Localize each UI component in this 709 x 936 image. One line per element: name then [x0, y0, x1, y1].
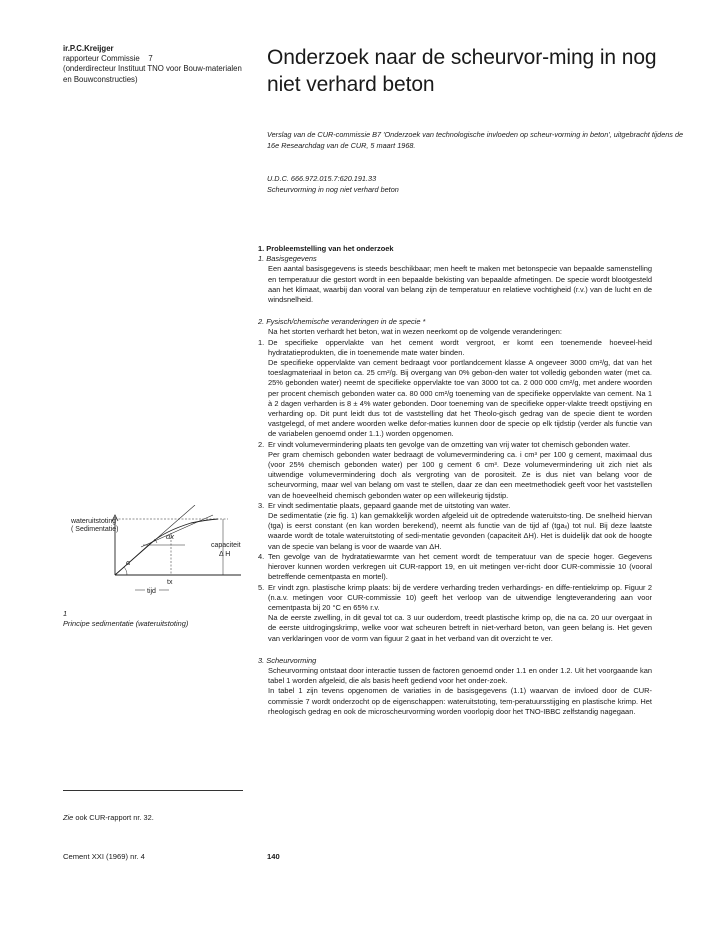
author-role: rapporteur Commissie 7 [63, 54, 153, 64]
section-heading: 1. Probleemstelling van het onderzoek [258, 244, 394, 253]
list-item-number: 5. [258, 582, 265, 592]
scheurvorming-paragraphs [258, 666, 652, 717]
list-item-text: De specifieke oppervlakte van cement bedraagt voor portlandcement klasse A ongeveer 3000 cm²/g, dat van het toeslagmateriaal in beton ca. 25 cm²/g. Bij overgang van 0% gebon-den water tot volledig gebonden water (met ca. 25% gebonden water) neemt de specifieke oppervlakte toe van 3000 tot ca. 2 000 000 cm²/g, met andere woorden per procent chemisch gebonden water ca. 80 000 cm²/g toeneming van de specifieke oppervlakte van cement. Na 1 à 2 dagen verharden is 8 ± 4% water gebonden. Door toeneming van de specifieke opper-vlakte treedt opstijving en verharding op. Dit punt leidt dus tot de vaststelling dat het Theolo-gisch gedrag van de specie dient te worden vastgelegd, of met andere woorden welke defor-maties kunnen door de specie op elk tijdstip (verder als functie van de variabelen genoemd onder 1.1.) worden opgenomen. [268, 358, 652, 439]
list-item [258, 613, 652, 644]
list-item-text: Per gram chemisch gebonden water bedraagt de volumevermindering ca. i cm³ per 100 g cement, maximaal dus (voor 25% chemisch gebonden water) per 100 g cement 6 cm³. Deze volumevermindering uit zich niet als uitwendige volumevermindering doch als vergroting van de porositeit. Ze is dus niet van belang voor de scheurvorming, maar wel van belang om vast te stellen, daar ze dan een meetmethodiek geeft voor het vaststellen van de hoeveelheid chemisch gebonden water op een willekeurig tijdstip. [268, 449, 652, 500]
list-item [258, 511, 652, 552]
figure-capacity-label: capaciteit [211, 542, 241, 549]
udc-code: U.D.C. 666.972.015.7:620.191.33 [267, 174, 377, 183]
figure-alpha: α [126, 558, 131, 567]
figure-ylabel-1: wateruitstoting [71, 518, 117, 525]
list-item-text: De specifieke oppervlakte van het cement wordt vergroot, er komt een toenemende hoeveel-heid hydratatieprodukten, die in toenemende mate water binden. [268, 337, 652, 357]
list-item [258, 450, 652, 501]
list-item [258, 358, 652, 440]
paragraph-veranderingen-intro: Na het storten verhardt het beton, wat in wezen neerkomt op de volgende veranderingen: [268, 327, 562, 337]
list-item-number: 4. [258, 551, 265, 561]
udc-block [267, 174, 687, 195]
list-item-text: Ten gevolge van de hydratatiewarmte van het cement wordt de temperatuur van de specie hoger. Gegevens hierover kunnen worden verkregen uit CUR-rapport 19, en uit metingen ver-richt door CUR-commissie 10 (vooral betreffende cementpasta en mortel). [268, 551, 652, 582]
figure-angle-arc [124, 567, 127, 575]
list-item-number: 3. [258, 500, 265, 510]
figure-tangent-tx [141, 515, 213, 547]
list-item-number: 2. [258, 439, 265, 449]
list-item-text: Er vindt sedimentatie plaats, gepaard gaande met de uitstoting van water. [268, 500, 511, 510]
author-name: ir.P.C.Kreijger [63, 44, 114, 53]
footnote-rule [63, 790, 243, 791]
list-item [258, 440, 652, 450]
article-title: Onderzoek naar de scheurvor-ming in nog niet verhard beton [267, 46, 657, 96]
list-item [258, 501, 652, 511]
list-item [258, 338, 652, 358]
article-intro: Verslag van de CUR-commissie B7 'Onderzoek van technologische invloeden op scheur-vorming in beton', uitgebracht tijdens de 16e Researchdag van de CUR, 5 maart 1968. [267, 130, 684, 150]
list-item-text: Er vindt zgn. plastische krimp plaats: bij de verdere verharding treden verhardings- en diffe-rentiekrimp op. Figuur 2 (n.a.v. metingen voor CUR-commissie 10) geeft het verloop van de uitwendige lengteverandering aan voor cementpasta bij 20 °C en 65% r.v. [268, 582, 652, 612]
main-text [258, 244, 652, 717]
paragraph-scheurvorming: Scheurvorming ontstaat door interactie tussen de factoren genoemd onder 1.1 en onder 1.2. Uit het voorgaande kan tabel 1 worden afgeleid, die als basis heeft gediend voor het onder-zoek. [268, 665, 652, 686]
list-item-number: 1. [258, 337, 265, 347]
subsection-title-basisgegevens: 1. Basisgegevens [258, 254, 317, 264]
footnote-text: ook CUR-rapport nr. 32. [73, 813, 154, 822]
footnote [63, 813, 248, 823]
paragraph-scheurvorming: In tabel 1 zijn tevens opgenomen de variaties in de basisgegevens (1.1) waarvan de invloed door de CUR-commissie 7 wordt onderzocht op de eigenschappen: wateruitstoting, tem-peratuursstijging en plastische krimp. Het rheologisch gedrag en ook de microscheurvorming worden voorlopig door het TNO-IBBC zelfstandig nagegaan. [268, 686, 652, 716]
author-affiliation: (onderdirecteur Instituut TNO voor Bouw-materialen en Bouwconstructies) [63, 64, 242, 84]
paragraph-basisgegevens: Een aantal basisgegevens is steeds beschikbaar; men heeft te maken met betonspecie van bepaalde samenstelling en temperatuur die gestort wordt in een bepaalde bekisting van bepaalde afmetingen. De specie wordt blootgesteld aan het klimaat, waarbij dan vooral van belang zijn de temperatuur en relatieve vochtigheid (r.v.) van de lucht en de windsnelheid. [268, 264, 652, 305]
figure-caption-text: Principe sedimentatie (wateruitstoting) [63, 619, 189, 629]
list-item [258, 583, 652, 614]
list-item-text: De sedimentatie (zie fig. 1) kan gemakkelijk worden afgeleid uit de optredende wateruitsto-ting. De snelheid hiervan (tga) is eerst constant (en kan worden berekend), neemt als functie van de tijd af (tgaₓ) tot nul. Bij deze laatste waarde wordt de totale wateruitstoting of sedi-mentatie gevonden (capaciteit ΔH). Het is duidelijk dat ook de hoogte van de specie van belang is voor de waarde van ΔH. [268, 511, 652, 551]
figure-xlabel: tijd [147, 588, 156, 595]
figure-curve [115, 519, 218, 575]
subsection-title-scheurvorming: 3. Scheurvorming [258, 655, 317, 665]
udc-subject: Scheurvorming in nog niet verhard beton [267, 184, 399, 194]
list-item-text: Na de eerste zwelling, in dit geval tot ca. 3 uur ouderdom, treedt plastische krimp op, die na ca. 20 uur overgaat in de eerste uitdrogingskrimp, welke voor wat scheuren betreft in niet-verhard beton, van geen belang is. Het geven van verklaringen voor de vorm van figuur 2 gaat in het verband van dit overzicht te ver. [268, 613, 652, 643]
author-block [63, 44, 248, 85]
figure-sedimentation [63, 505, 253, 605]
numbered-list [258, 338, 652, 644]
footnote-italic: Zie [63, 813, 74, 822]
list-item-text: Er vindt volumevermindering plaats ten gevolge van de omzetting van vrij water tot chemisch gebonden water. [268, 439, 631, 449]
figure-caption [63, 609, 248, 629]
page-number: 140 [267, 852, 280, 861]
subsection-title-veranderingen: 2. Fysisch/chemische veranderingen in de specie * [258, 317, 426, 327]
figure-tx-label: tx [167, 579, 173, 586]
figure-capacity-value: Δ H [219, 551, 231, 558]
figure-caption-number: 1 [63, 609, 68, 618]
journal-reference: Cement XXI (1969) nr. 4 [63, 852, 145, 861]
figure-ylabel-2: ( Sedimentatie) [71, 526, 119, 533]
figure-alpha-x: αx [166, 532, 175, 541]
list-item [258, 552, 652, 583]
